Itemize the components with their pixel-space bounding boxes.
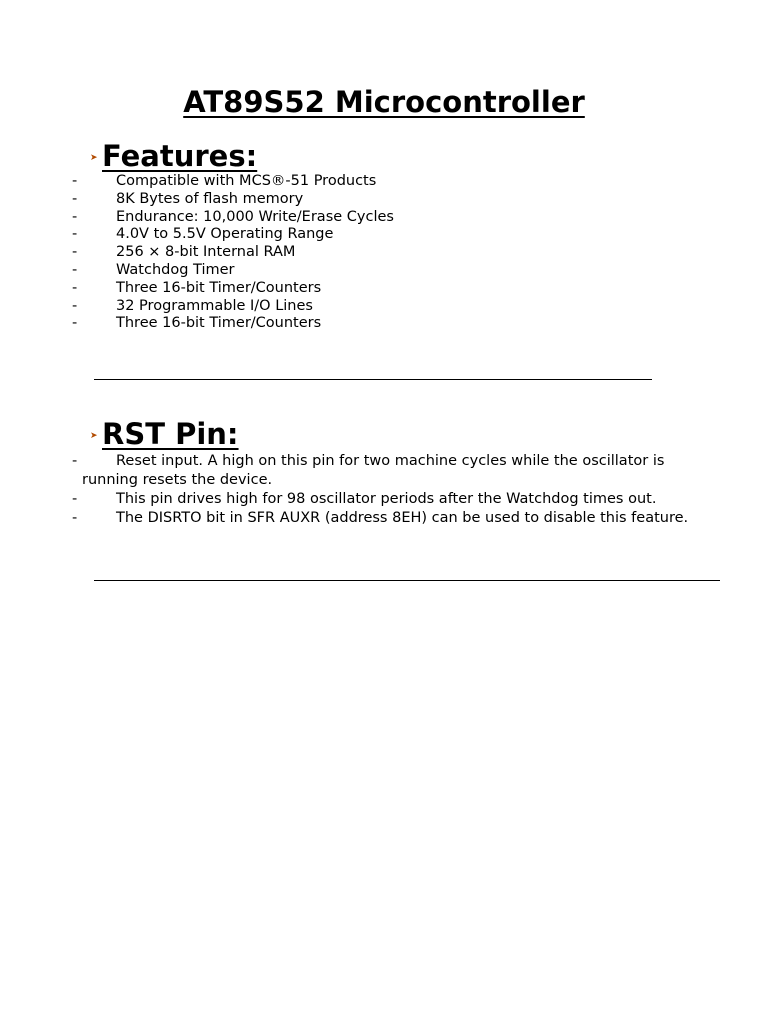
dash-marker: - bbox=[72, 244, 78, 261]
dash-marker: - bbox=[72, 226, 78, 243]
features-heading-text: Features: bbox=[102, 139, 258, 173]
features-list bbox=[72, 173, 716, 333]
list-item-text: Watchdog Timer bbox=[116, 261, 235, 278]
rst-pin-heading-text: RST Pin: bbox=[102, 417, 239, 451]
list-item bbox=[72, 452, 722, 490]
list-item bbox=[72, 208, 716, 227]
list-item bbox=[72, 190, 716, 209]
list-item bbox=[72, 509, 722, 528]
arrow-bullet-icon: ➤ bbox=[90, 153, 98, 163]
list-item-text: This pin drives high for 98 oscillator periods after the Watchdog times out. bbox=[116, 491, 657, 507]
dash-marker: - bbox=[72, 491, 78, 507]
dash-marker: - bbox=[72, 208, 78, 225]
list-item-text: Reset input. A high on this pin for two machine cycles while the oscillator is running resets the device. bbox=[82, 453, 665, 488]
dash-marker: - bbox=[72, 510, 78, 526]
section-divider bbox=[94, 379, 652, 380]
list-item-text: 32 Programmable I/O Lines bbox=[116, 297, 313, 314]
dash-marker: - bbox=[72, 453, 78, 469]
section-divider bbox=[94, 580, 720, 581]
list-item bbox=[72, 261, 716, 280]
list-item-text: Three 16-bit Timer/Counters bbox=[116, 315, 322, 332]
rst-pin-list bbox=[72, 452, 722, 528]
dash-marker: - bbox=[72, 190, 78, 207]
list-item-text: The DISRTO bit in SFR AUXR (address 8EH) can be used to disable this feature. bbox=[116, 510, 689, 526]
dash-marker: - bbox=[72, 261, 78, 278]
dash-marker: - bbox=[72, 315, 78, 332]
list-item bbox=[72, 297, 716, 316]
list-item-text: 8K Bytes of flash memory bbox=[116, 190, 304, 207]
list-item-text: 256 × 8-bit Internal RAM bbox=[116, 244, 296, 261]
dash-marker: - bbox=[72, 173, 78, 189]
list-item-text: Compatible with MCS®-51 Products bbox=[116, 173, 377, 189]
list-item bbox=[72, 279, 716, 298]
list-item-text: 4.0V to 5.5V Operating Range bbox=[116, 226, 334, 243]
list-item bbox=[72, 490, 722, 509]
arrow-bullet-icon: ➤ bbox=[90, 431, 98, 441]
dash-marker: - bbox=[72, 279, 78, 296]
list-item bbox=[72, 226, 716, 244]
rst-pin-heading bbox=[90, 416, 239, 454]
list-item bbox=[72, 315, 716, 333]
list-item-text: Endurance: 10,000 Write/Erase Cycles bbox=[116, 208, 394, 225]
features-heading bbox=[90, 138, 257, 176]
list-item bbox=[72, 173, 716, 191]
page-title: AT89S52 Microcontroller bbox=[183, 85, 585, 119]
dash-marker: - bbox=[72, 297, 78, 314]
list-item-text: Three 16-bit Timer/Counters bbox=[116, 279, 322, 296]
list-item bbox=[72, 244, 716, 262]
